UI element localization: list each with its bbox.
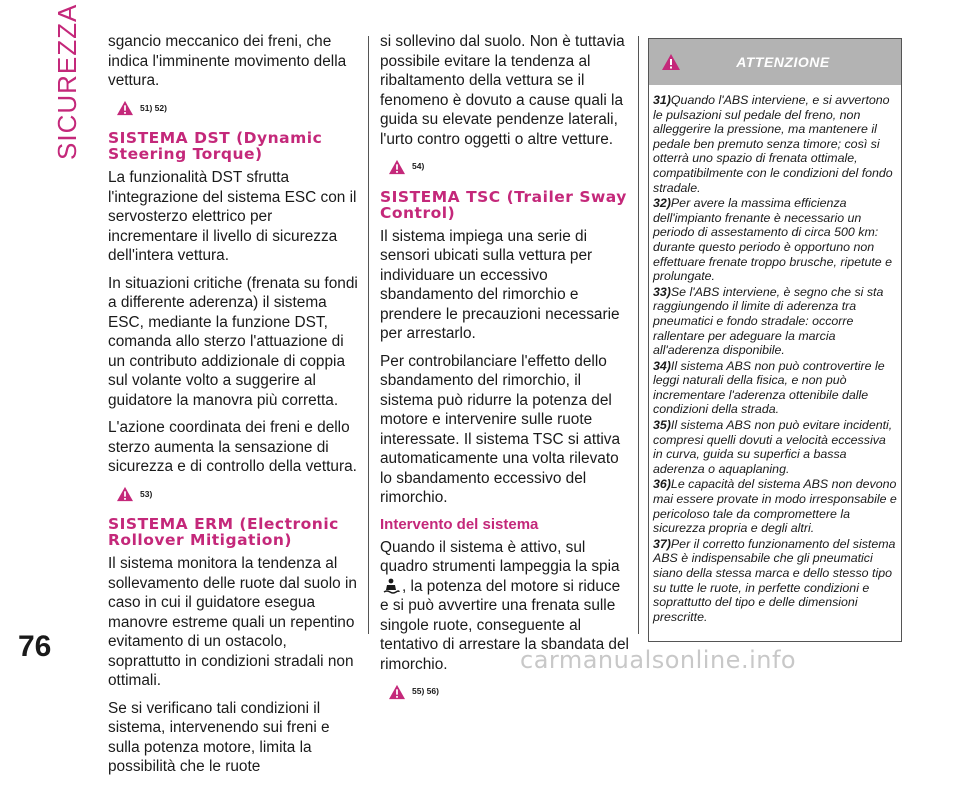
warning-triangle-icon	[116, 100, 134, 116]
note-number: 31)	[653, 93, 671, 107]
warning-panel-title: ATTENZIONE	[736, 54, 830, 70]
text-column-1	[108, 32, 360, 785]
warning-note	[653, 537, 897, 625]
note-text: Il sistema ABS non può evitare incidenti, compresi quelli dovuti a velocità eccessiva in curva, guida su superfici a bassa aderenza o aquaplaning.	[653, 418, 893, 476]
watermark: carmanualsonline.info	[520, 646, 797, 674]
intervention-subheading: Intervento del sistema	[380, 515, 539, 533]
note-number: 35)	[653, 418, 671, 433]
tsc-paragraph-1: Il sistema impiega una serie di sensori ubicati sulla vettura per individuare un eccessivo sbandamento del rimorchio e prendere le precauzioni necessarie per arrestarlo.	[380, 227, 620, 342]
tsc-heading: SISTEMA TSC (Trailer Sway Control)	[380, 187, 627, 222]
warning-reference	[116, 99, 360, 119]
note-number: 34)	[653, 358, 671, 373]
reference-numbers: 51) 52)	[140, 102, 167, 113]
warning-reference	[388, 157, 632, 177]
note-text: Per il corretto funzionamento del sistema ABS è indispensabile che gli pneumatici siano della stessa marca e dello stesso tipo su tutte le ruote, in perfette condizioni e soprattutto del tipo e delle dimensioni prescritte.	[653, 536, 896, 624]
column-divider	[638, 36, 639, 634]
warning-triangle-icon	[116, 486, 134, 502]
warning-triangle-icon	[388, 159, 406, 175]
erm-paragraph-2: Se si verificano tali condizioni il sistema, intervenendo sui freni e sulla potenza motore, limita la possibilità che le ruote	[108, 699, 330, 775]
dst-heading: SISTEMA DST (Dynamic Steering Torque)	[108, 129, 323, 163]
page-number: 76	[18, 630, 52, 663]
note-text: Il sistema ABS non può controvertire le leggi naturali della fisica, e non può incrementare l'aderenza ottenibile dalle condizioni della strada.	[653, 358, 885, 417]
note-number: 32)	[653, 196, 671, 211]
warning-panel-header	[649, 39, 901, 85]
note-number: 37)	[653, 536, 671, 551]
dst-paragraph-2: In situazioni critiche (frenata su fondi a differente aderenza) il sistema ESC, mediante la funzione DST, comanda allo sterzo l'attuazione di un contributo addizionale di coppia sul volante volto a suggerire al guidatore la manovra più corretta.	[108, 274, 358, 409]
warning-notes-list	[649, 85, 901, 624]
warning-note	[653, 285, 897, 358]
erm-paragraph-1: Il sistema monitora la tendenza al sollevamento delle ruote dal suolo in caso in cui il guidatore esegua manovre estreme quali un repentino evitamento di un ostacolo, soprattutto in condizioni stradali non ottimali.	[108, 555, 357, 689]
note-number: 33)	[653, 284, 671, 299]
column-divider	[368, 36, 369, 634]
note-number: 36)	[653, 477, 671, 492]
note-text: Se l'ABS interviene, è segno che si sta raggiungendo il limite di aderenza tra pneumatici e fondo stradale: occorre rallentare per adeguare la marcia all'aderenza disponibile.	[653, 284, 884, 358]
rollover-paragraph: si sollevino dal suolo. Non è tuttavia possibile evitare la tendenza al ribaltamento della vettura se il fenomeno è dovuto a cause quali la guida su elevate pendenze laterali, l'urto contro oggetti o altre vetture.	[380, 33, 625, 148]
warning-note	[653, 359, 897, 417]
warning-triangle-icon	[661, 53, 681, 71]
note-text: Quando l'ABS interviene, e si avvertono le pulsazioni sul pedale del freno, non alleggerire la pressione, ma mantenere il pedale ben premuto senza timore; così si otterrà uno spazio di frenata ottimale, compatibilmente con le condizioni del fondo stradale.	[653, 93, 893, 195]
trailer-sway-warning-light-icon	[382, 577, 400, 595]
dst-paragraph-1: La funzionalità DST sfrutta l'integrazione del sistema ESC con il servosterzo elettrico per incrementare il livello di sicurezza dell'intera vettura.	[108, 169, 357, 264]
intro-paragraph: sgancio meccanico dei freni, che indica l'imminente movimento della vettura.	[108, 33, 347, 89]
text-column-2	[380, 32, 632, 714]
reference-numbers: 55) 56)	[412, 686, 439, 696]
note-text: Per avere la massima efficienza dell'impianto frenante è necessario un periodo di assestamento di circa 500 km: durante questo periodo è opportuno non effettuare frenate troppo brusche, ripetute e prolungate.	[653, 196, 893, 284]
warning-panel	[648, 38, 902, 642]
note-text: Le capacità del sistema ABS non devono mai essere provate in modo irresponsabile e pericoloso tale da compromettere la sicurezza propria e degli altri.	[653, 477, 897, 536]
reference-numbers: 54)	[412, 161, 425, 171]
intervention-text-end: , la potenza del motore si riduce e si può avvertire una frenata sulle singole ruote, conseguente al tentativo di arrestare la sbandata del rimorchio.	[380, 577, 629, 673]
erm-heading: SISTEMA ERM (Electronic Rollover Mitigation)	[108, 515, 339, 549]
reference-numbers: 53)	[140, 488, 153, 499]
warning-reference	[116, 485, 360, 505]
warning-note	[653, 418, 897, 476]
tsc-paragraph-2: Per controbilanciare l'effetto dello sbandamento del rimorchio, il sistema può ridurre la potenza del motore e intervenire sulle ruote interessate. Il sistema TSC si attiva automaticamente una volta rilevato lo sbandamento eccessivo del rimorchio.	[380, 352, 621, 506]
intervention-text-start: Quando il sistema è attivo, sul quadro strumenti lampeggia la spia	[380, 538, 620, 575]
dst-paragraph-3: L'azione coordinata dei freni e dello sterzo aumenta la sensazione di sicurezza e di controllo della vettura.	[108, 419, 357, 475]
warning-note	[653, 196, 897, 284]
warning-note	[653, 93, 897, 195]
warning-reference	[388, 682, 632, 702]
warning-note	[653, 477, 897, 535]
section-title: SICUREZZA	[52, 3, 82, 160]
warning-triangle-icon	[388, 684, 406, 700]
